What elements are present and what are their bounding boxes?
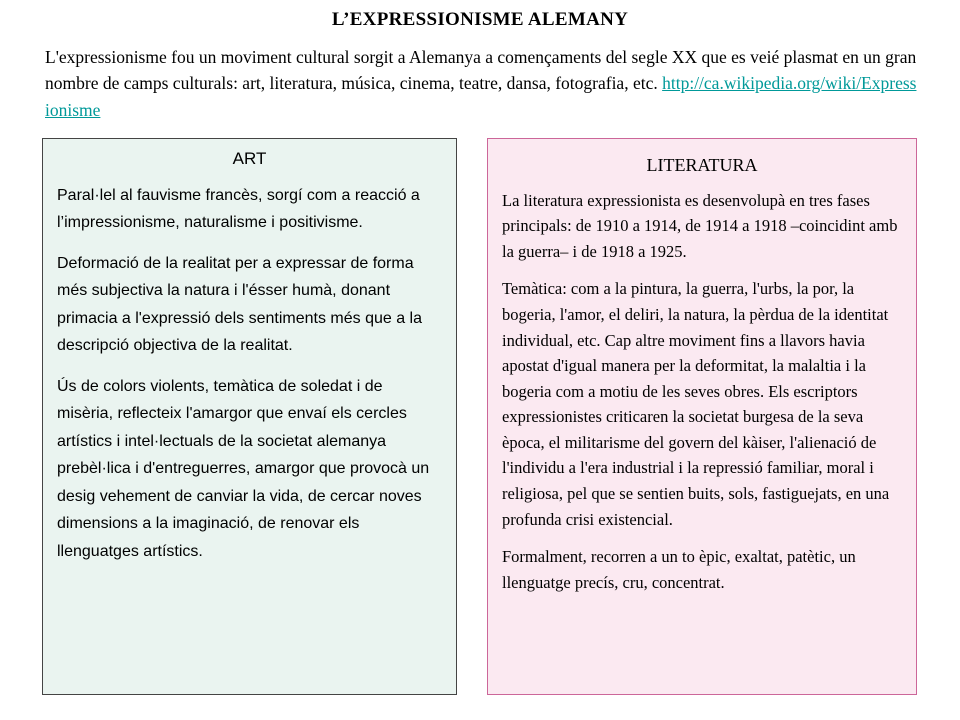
art-panel-title: ART xyxy=(232,148,267,168)
literatura-panel xyxy=(487,138,917,695)
intro-paragraph xyxy=(45,44,917,123)
literatura-paragraph-3: Formalment, recorren a un to èpic, exaltat, patètic, un llenguatge precís, cru, concentrat. xyxy=(502,547,856,592)
art-paragraph-2: Deformació de la realitat per a expressar de forma més subjectiva la natura i l'ésser humà, donant primacia a l'expressió dels sentiments més que a la descripció objectiva de la realitat. xyxy=(57,254,422,355)
art-paragraph-1: Paral·lel al fauvisme francès, sorgí com a reacció a l’impressionisme, naturalisme i positivisme. xyxy=(57,186,420,232)
wikipedia-link[interactable]: http://ca.wikipedia.org/wiki/Expressionisme xyxy=(45,73,917,120)
page-title: L’EXPRESSIONISME ALEMANY xyxy=(331,9,629,30)
literatura-paragraph-2: Temàtica: com a la pintura, la guerra, l'urbs, la por, la bogeria, l'amor, el deliri, la natura, la pèrdua de la identitat individual, etc. Cap altre moviment fins a llavors havia apostat d'igual manera per la deformitat, la malaltia i la bogeria com a motiu de les seves obres. Els escriptors expressionistes criticaren la societat burgesa de la seva època, el militarisme del govern del kàiser, l'alienació de l'individu a l'era industrial i la repressió familiar, moral i religiosa, pel que se sentien buits, sols, fastiguejats, en una profunda crisi existencial. xyxy=(502,279,890,529)
literatura-paragraph-1: La literatura expressionista es desenvolupà en tres fases principals: de 1910 a 1914, de 1914 a 1918 –coincidint amb la guerra– i de 1918 a 1925. xyxy=(502,190,898,261)
art-panel xyxy=(42,138,457,695)
intro-text: L'expressionisme fou un moviment cultural sorgit a Alemanya a començaments del segle XX que es veié plasmat en un gran nombre de camps culturals: art, literatura, música, cinema, teatre, dansa, fotografia, etc. xyxy=(45,47,917,94)
content-columns xyxy=(42,138,917,695)
art-paragraph-3: Ús de colors violents, temàtica de soledat i de misèria, reflecteix l'amargor que envaí els cercles artístics i intel·lectuals de la societat alemanya prebèl·lica i d'entreguerres, amargor que provocà un desig vehement de canviar la vida, de cercar noves dimensions a la imaginació, de renovar els llenguatges artístics. xyxy=(57,377,430,560)
literatura-panel-title: LITERATURA xyxy=(646,154,758,175)
